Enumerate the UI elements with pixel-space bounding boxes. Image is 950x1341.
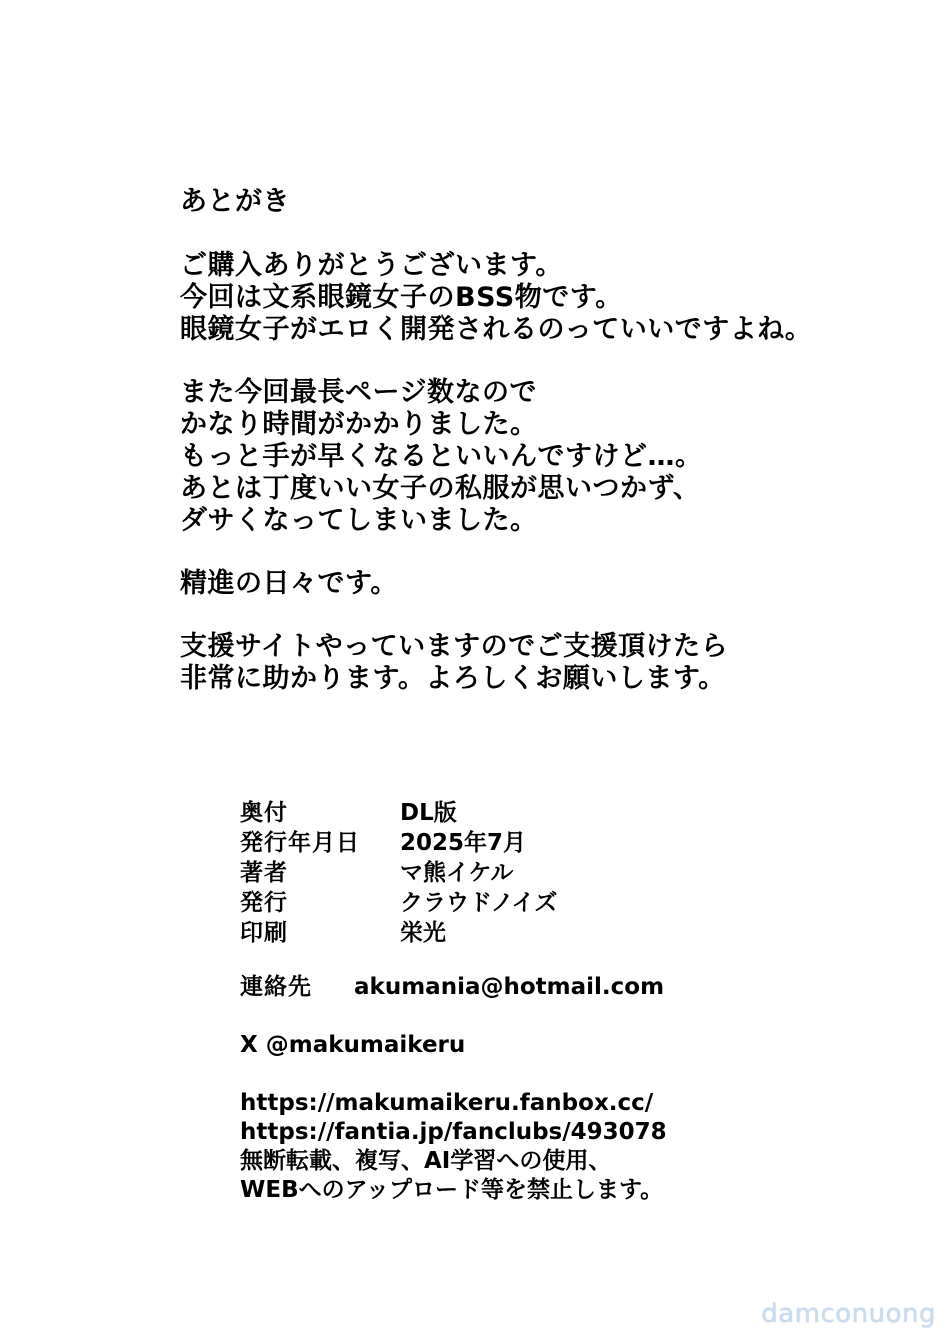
contact-label: 連絡先 xyxy=(240,974,312,1000)
colophon-row xyxy=(240,888,900,918)
colophon-key: 著者 xyxy=(240,860,288,886)
usage-notice-line: WEBへのアップロード等を禁止します。 xyxy=(240,1177,664,1203)
colophon-table xyxy=(240,798,900,948)
afterword-line: 眼鏡女子がエロく開発されるのっていいですよね。 xyxy=(180,314,813,345)
colophon-key: 奥付 xyxy=(240,800,288,826)
afterword-line: ご購入ありがとうございます。 xyxy=(180,250,563,281)
afterword-line: 精進の日々です。 xyxy=(180,568,398,599)
afterword-heading: あとがき xyxy=(180,186,290,217)
afterword-line: 非常に助かります。よろしくお願いします。 xyxy=(180,663,726,694)
colophon-key: 印刷 xyxy=(240,920,288,946)
afterword-line: 今回は文系眼鏡女子のBSS物です。 xyxy=(180,282,623,313)
colophon-value: DL版 xyxy=(400,800,457,826)
afterword-paragraph xyxy=(180,377,920,537)
colophon-key: 発行 xyxy=(240,890,288,916)
afterword-paragraph xyxy=(180,568,920,600)
afterword-line: ダサくなってしまいました。 xyxy=(180,505,538,536)
afterword-paragraph xyxy=(180,250,920,346)
afterword-line: かなり時間がかかりました。 xyxy=(180,409,538,440)
afterword-paragraph xyxy=(180,631,920,695)
watermark: damconuong xyxy=(761,1299,936,1329)
colophon-row xyxy=(240,918,900,948)
contact-line xyxy=(240,972,664,1002)
colophon-value: クラウドノイズ xyxy=(400,890,558,916)
colophon-value: マ熊イケル xyxy=(400,860,514,886)
afterword-line: 支援サイトやっていますのでご支援頂けたら xyxy=(180,631,729,662)
colophon-key: 発行年月日 xyxy=(240,830,360,856)
contact-email[interactable]: akumania@hotmail.com xyxy=(354,974,665,1000)
links-block xyxy=(240,1089,667,1205)
fanbox-link[interactable]: https://makumaikeru.fanbox.cc/ xyxy=(240,1090,654,1116)
afterword-line: もっと手が早くなるといいんですけど…。 xyxy=(180,441,703,472)
colophon-row xyxy=(240,858,900,888)
afterword-line: あとは丁度いい女子の私服が思いつかず、 xyxy=(180,473,701,504)
colophon-row xyxy=(240,828,900,858)
usage-notice-line: 無断転載、複写、AI学習への使用、 xyxy=(240,1148,612,1174)
colophon-row xyxy=(240,798,900,828)
fantia-link[interactable]: https://fantia.jp/fanclubs/493078 xyxy=(240,1119,667,1145)
colophon-value: 2025年7月 xyxy=(400,830,527,856)
afterword-section xyxy=(180,186,920,726)
x-handle[interactable]: X @makumaikeru xyxy=(240,1032,466,1058)
colophon-value: 栄光 xyxy=(400,920,446,946)
afterword-line: また今回最長ページ数なので xyxy=(180,377,537,408)
